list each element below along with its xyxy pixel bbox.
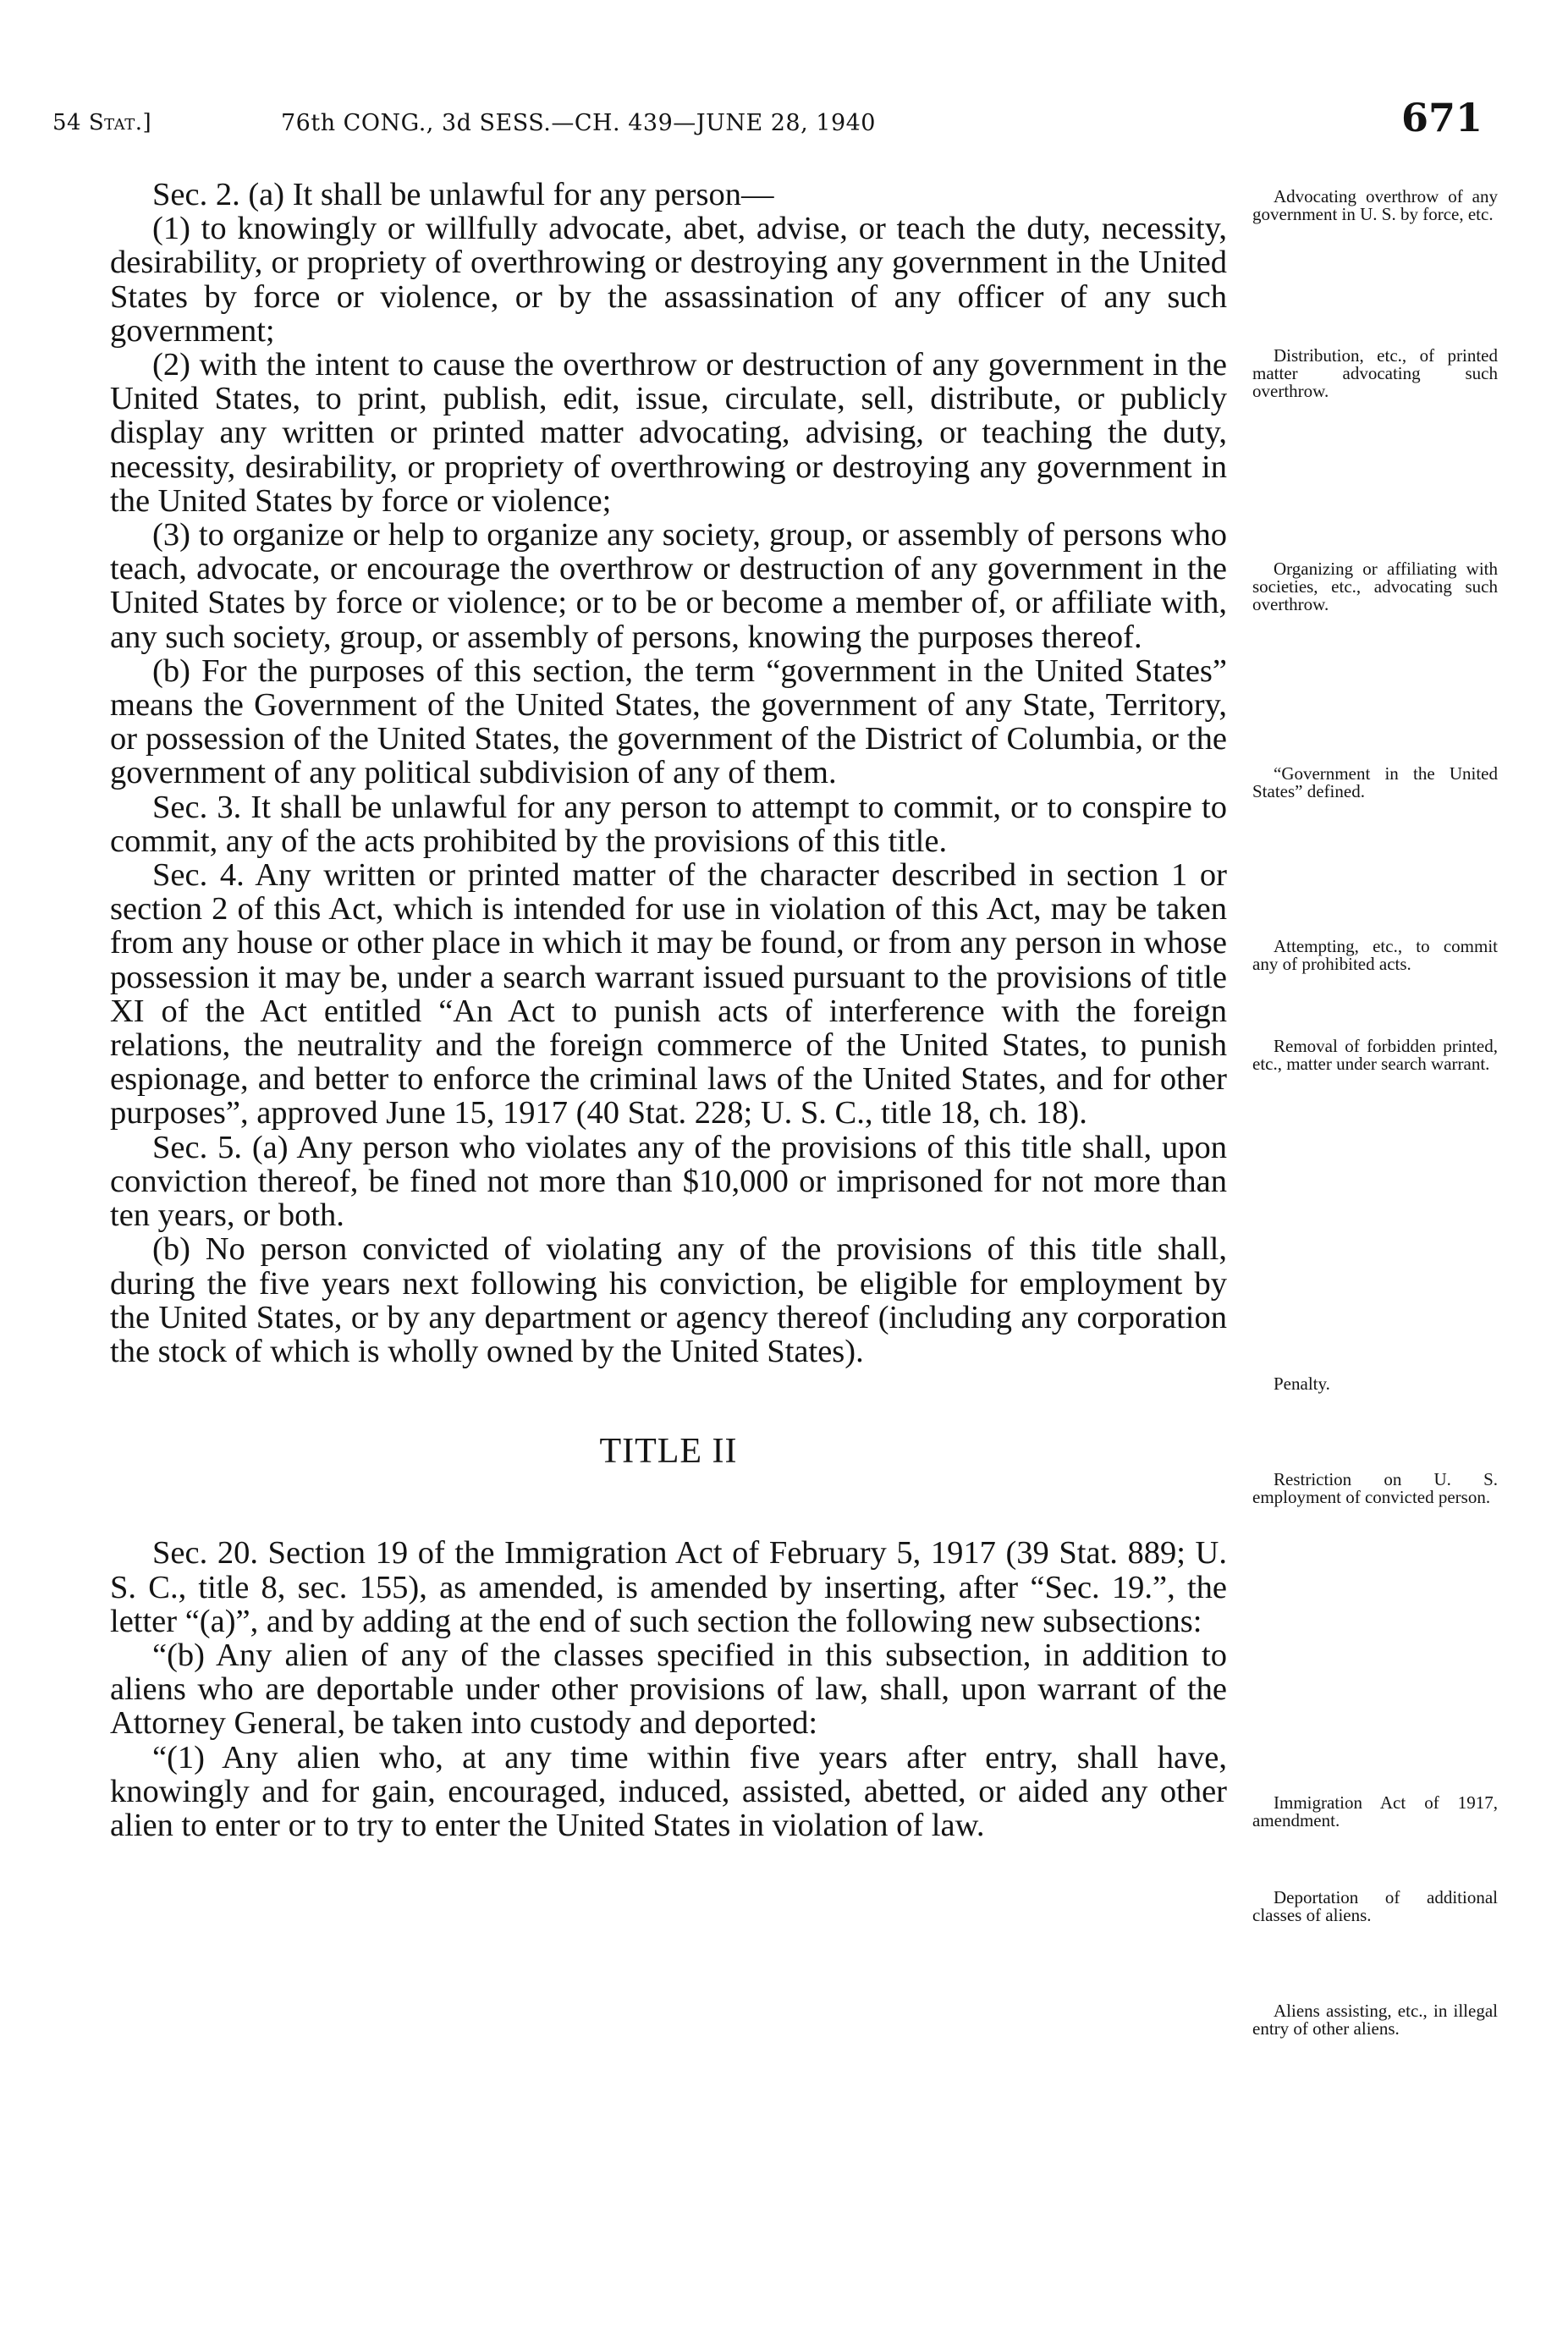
sec-4: Sec. 4. Any written or printed matter of the character described in section 1 or section 2 of this Act, which is intended for use in violation of this Act, may be taken from any house or other place in which it may be found, or from any person in whose possession it may be, under a search warrant issued pursuant to the provisions of title XI of the Act entitled “An Act to punish acts of interference with the foreign relations, the neutrality and the foreign commerce of the United States, to punish espionage, and better to enforce the criminal laws of the United States, and for other purposes”, approved June 15, 1917 (40 Stat. 228; U. S. C., title 18, ch. 18). <box>110 857 1227 1131</box>
sec-20: Sec. 20. Section 19 of the Immigration Act of February 5, 1917 (39 Stat. 889; U. S. C., title 8, sec. 155), as amended, is amended by inserting, after “Sec. 19.”, the letter “(a)”, and by adding at the end of such section the following new subsections: <box>110 1535 1227 1639</box>
sec-20-b-1: “(1) Any alien who, at any time within five years after entry, shall have, knowingly and for gain, encouraged, induced, assisted, abetted, or aided any other alien to enter or to try to enter the United States in violation of law. <box>110 1739 1227 1843</box>
statute-volume: 54 Stat.] <box>52 110 152 135</box>
margin-note: Deportation of additional classes of aliens. <box>1252 1887 1498 1925</box>
sec-2-a-3: (3) to organize or help to organize any society, group, or assembly of persons who teach, advocate, or encourage the overthrow or destruction of any government in the United States by force or violence; or to be or become a member of, or affiliate with, any such society, group, or assembly of persons, knowing the purposes thereof. <box>110 517 1227 655</box>
sec-5-a: Sec. 5. (a) Any person who violates any of the provisions of this title shall, upon conviction thereof, be fined not more than $10,000 or imprisoned for not more than ten years, or both. <box>110 1129 1227 1234</box>
margin-note: Aliens assisting, etc., in illegal entry of other aliens. <box>1252 2001 1498 2039</box>
sec-2-a-1: (1) to knowingly or willfully advocate, abet, advise, or teach the duty, necessity, desirability, or propriety of overthrowing or destroying any government in the United States by force or violence, or by the assassination of any officer of any such government; <box>110 211 1227 349</box>
main-text <box>110 178 1227 1842</box>
margin-note: Attempting, etc., to commit any of prohibited acts. <box>1252 936 1498 974</box>
margin-note: Organizing or affiliating with societies, etc., advocating such overthrow. <box>1252 559 1498 614</box>
margin-note: Distribution, etc., of printed matter advocating such overthrow. <box>1252 345 1498 401</box>
margin-note: Advocating overthrow of any government in U. S. by force, etc. <box>1252 186 1498 224</box>
page-header <box>52 95 1483 154</box>
margin-note: Restriction on U. S. employment of convicted person. <box>1252 1469 1498 1507</box>
sec-20-b: “(b) Any alien of any of the classes specified in this subsection, in addition to aliens who are deportable under other provisions of law, shall, upon warrant of the Attorney General, be taken into custody and deported: <box>110 1637 1227 1742</box>
margin-note: “Government in the United States” defined. <box>1252 763 1498 801</box>
sec-2-b: (b) For the purposes of this section, the term “government in the United States” means the Government of the United States, the government of any State, Territory, or possession of the United States, the government of the District of Columbia, or the government of any political subdivision of any of them. <box>110 652 1227 791</box>
sec-2-a-2: (2) with the intent to cause the overthrow or destruction of any government in the United States, to print, publish, edit, issue, circulate, sell, distribute, or publicly display any written or printed matter advocating, advising, or teaching the duty, necessity, desirability, or propriety of overthrowing or destroying any government in the United States by force or violence; <box>110 347 1227 519</box>
title-heading: TITLE II <box>599 1432 738 1472</box>
margin-note: Penalty. <box>1274 1373 1330 1394</box>
session-chapter-date: 76th CONG., 3d SESS.—CH. 439—JUNE 28, 1940 <box>281 110 876 136</box>
sec-5-b: (b) No person convicted of violating any of the provisions of this title shall, during the five years next following his conviction, be eligible for employment by the United States, or by any department or agency thereof (including any corporation the stock of which is wholly owned by the United States). <box>110 1231 1227 1369</box>
margin-note: Removal of forbidden printed, etc., matter under search warrant. <box>1252 1036 1498 1074</box>
sec-3: Sec. 3. It shall be unlawful for any person to attempt to commit, or to conspire to commit, any of the acts prohibited by the provisions of this title. <box>110 789 1227 859</box>
page-number: 671 <box>1400 95 1483 140</box>
margin-note: Immigration Act of 1917, amendment. <box>1252 1792 1498 1830</box>
sec-2-a: Sec. 2. (a) It shall be unlawful for any person— <box>152 177 774 212</box>
